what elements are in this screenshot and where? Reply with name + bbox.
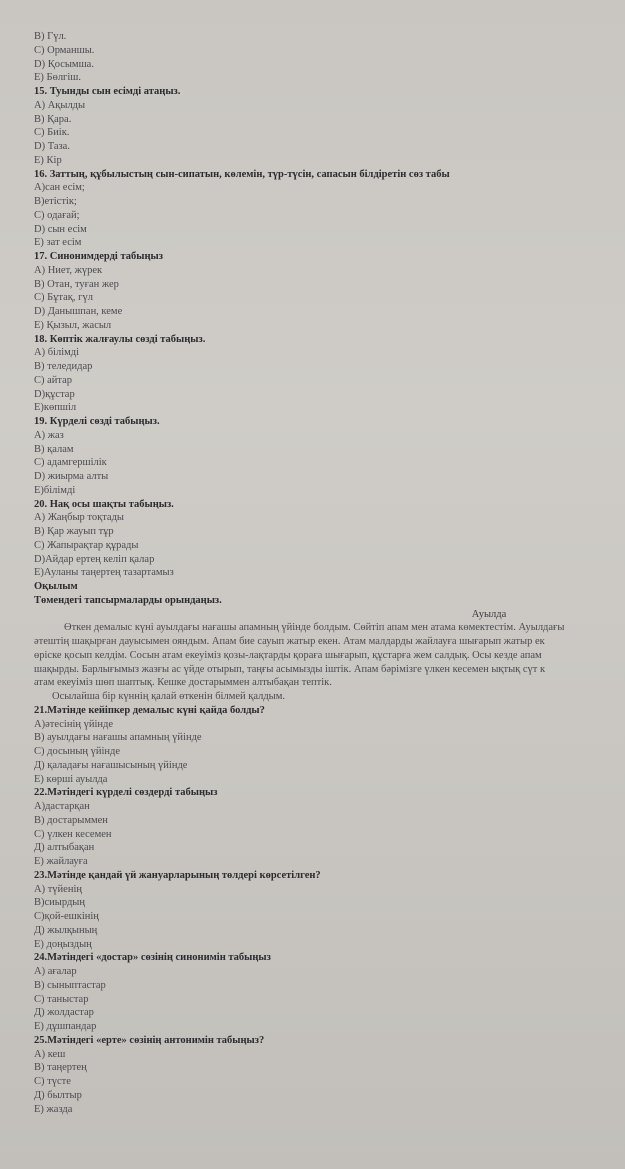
question-text: 19. Күрделі сөзді табыңыз. [34, 416, 160, 427]
answer-option: A)дастарқан [34, 801, 90, 812]
answer-option: E) жазда [34, 1103, 73, 1115]
answer-option: B) Қар жауып тұр [34, 526, 114, 537]
question-block-q19 [34, 415, 625, 498]
answer-option: D) Қосымша. [34, 58, 94, 70]
answer-option: A) Ниет, жүрек [34, 264, 103, 276]
answer-option: C) Бұтақ, гүл [34, 292, 93, 304]
reading-section [34, 580, 625, 704]
answer-option: A) Жаңбыр тоқтады [34, 512, 124, 524]
answer-option: C) айтар [34, 374, 73, 386]
answer-option: B) сыныптастар [34, 979, 106, 991]
paragraph-line: Осылайша бір күннің қалай өткенін білмей қалдым. [52, 691, 285, 702]
answer-option: E) Қызыл, жасыл [34, 319, 112, 331]
instruction: Төмендегі тапсырмаларды орындаңыз. [34, 594, 222, 606]
answer-option: A) жаз [34, 429, 64, 441]
answer-option: A)сан есім; [34, 182, 85, 194]
answer-option: B) ауылдағы нағашы апамның үйінде [34, 732, 202, 744]
answer-option: D)Айдар ертең келіп қалар [34, 553, 155, 565]
text-title: Ауылда [471, 608, 507, 620]
answer-option: E) Кір [34, 154, 62, 166]
question-block-q24 [34, 951, 625, 1034]
answer-option: C)қой-ешкінің [34, 911, 99, 922]
answer-option: E) көрші ауылда [34, 773, 108, 785]
question-text: 24.Мәтіндегі «достар» сөзінің синонимін табыңыз [34, 952, 271, 964]
question-block-q25 [34, 1034, 625, 1117]
question-text: 18. Көптік жалғаулы сөзді табыңыз. [34, 333, 206, 345]
answer-option: E)көпшіл [34, 402, 77, 414]
paragraph-line: атам екеуіміз шөп шаптық. Кешке достарыммен алтыбақан тептік. [34, 677, 332, 689]
answer-option: A) кеш [34, 1048, 66, 1060]
question-text: 16. Заттың, құбылыстың сын-сипатын, көлемін, түр-түсін, сапасын білдіретін сөз табы [34, 168, 450, 180]
answer-option: D)құстар [34, 388, 75, 400]
answer-option: D) Таза. [34, 141, 70, 152]
section-title: Оқылым [34, 581, 78, 592]
answer-option: E) Бөлгіш. [34, 72, 81, 84]
answer-option: C) досының үйінде [34, 746, 121, 757]
paragraph-line: өріске қосып келдім. Сосын атам екеуіміз қозы-лақтарды қораға шығарып, құстарға жем салдық. Осы кезде апам [34, 649, 542, 661]
answer-option: C) Жапырақтар құрады [34, 539, 139, 551]
question-block-q14-tail [34, 30, 625, 85]
answer-option: C) үлкен кесемен [34, 828, 112, 840]
question-text: 23.Мәтінде қандай үй жануарларының төлдері көрсетілген? [34, 869, 321, 881]
answer-option: A) білімді [34, 347, 80, 359]
question-block-q23 [34, 869, 625, 952]
answer-option: B) таңертең [34, 1062, 87, 1074]
answer-option: E) жайлауға [34, 856, 88, 867]
questions-part-2 [34, 704, 625, 1117]
answer-option: C) адамгершілік [34, 457, 107, 469]
answer-option: Д) былтыр [34, 1089, 82, 1101]
answer-option: B) қалам [34, 443, 74, 455]
question-text: 15. Туынды сын есімді атаңыз. [34, 86, 181, 97]
answer-option: B) Отан, туған жер [34, 278, 119, 290]
question-block-q17 [34, 250, 625, 333]
paragraph-line: әтештің шақырған дауысымен ояндым. Апам бие сауып жатыр екен. Атам малдарды жайлауға шығарып жатыр ек [34, 636, 545, 647]
question-block-q16 [34, 168, 625, 251]
answer-option: B) Қара. [34, 113, 72, 125]
answer-option: C) түсте [34, 1076, 71, 1087]
answer-option: Д) алтыбақан [34, 842, 95, 854]
answer-option: B)сиырдың [34, 897, 85, 909]
answer-option: D) сын есім [34, 223, 87, 235]
answer-option: B) достарыммен [34, 814, 108, 826]
question-text: 20. Нақ осы шақты табыңыз. [34, 498, 174, 510]
answer-option: Д) жылқының [34, 924, 98, 936]
question-block-q21 [34, 704, 625, 787]
answer-option: E)Ауланы таңертең тазартамыз [34, 567, 174, 579]
answer-option: Д) қаладағы нағашысының үйінде [34, 759, 188, 771]
answer-option: C) Биік. [34, 127, 70, 139]
answer-option: B)етістік; [34, 196, 77, 207]
question-block-q20 [34, 498, 625, 581]
answer-option: A) түйенің [34, 883, 82, 895]
answer-option: D) жиырма алты [34, 471, 109, 482]
answer-option: C) Орманшы. [34, 44, 95, 56]
answer-option: E) дұшпандар [34, 1021, 97, 1032]
answer-option: A) ағалар [34, 966, 77, 977]
answer-option: C) одағай; [34, 209, 80, 221]
answer-option: Д) жолдастар [34, 1007, 94, 1019]
answer-option: D) Данышпан, кеме [34, 306, 123, 317]
paragraph-line: шақырды. Барлығымыз жазғы ас үйде отырып, таңғы асымызды іштік. Апам бәрімізге үлкен кесемен ықтық сүт к [34, 663, 546, 675]
reading-text [34, 621, 625, 704]
questions-part-1 [34, 30, 625, 580]
answer-option: A) Ақылды [34, 99, 86, 111]
question-block-q15 [34, 85, 625, 168]
question-text: 22.Мәтіндегі күрделі сөздерді табыңыз [34, 787, 218, 799]
question-block-q22 [34, 786, 625, 869]
question-text: 25.Мәтіндегі «ерте» сөзінің антонимін табыңыз? [34, 1034, 265, 1046]
answer-option: A)әтесінің үйінде [34, 718, 114, 730]
answer-option: B) Гүл. [34, 31, 67, 42]
answer-option: B) теледидар [34, 361, 93, 372]
paragraph-line: Өткен демалыс күні ауылдағы нағашы апамның үйінде болдым. Сөйтіп апам мен атама көмектестім. Ауылдағы [64, 622, 565, 634]
answer-option: E)білімді [34, 484, 76, 496]
answer-option: C) таныстар [34, 993, 89, 1005]
exam-sheet [34, 30, 625, 1116]
answer-option: E) зат есім [34, 237, 82, 249]
answer-option: E) доңыздың [34, 938, 92, 950]
question-block-q18 [34, 333, 625, 416]
question-text: 21.Мәтінде кейіпкер демалыс күні қайда болды? [34, 704, 265, 716]
question-text: 17. Синонимдерді табыңыз [34, 251, 163, 262]
